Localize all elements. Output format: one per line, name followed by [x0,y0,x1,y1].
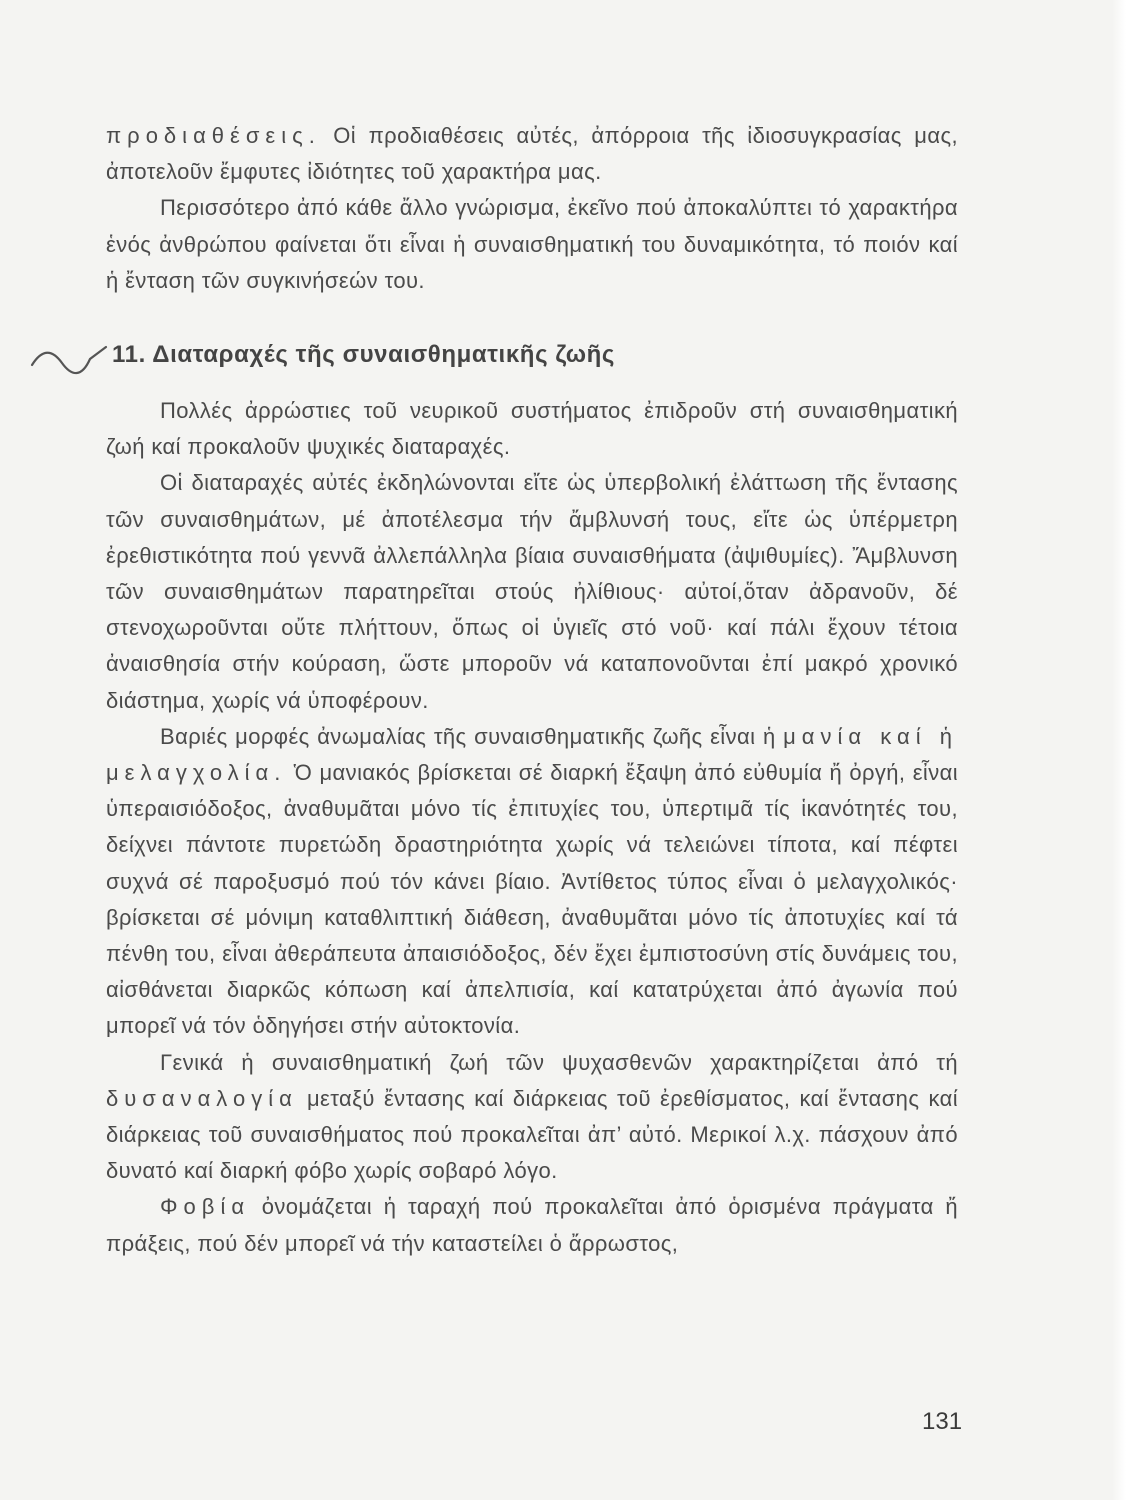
spaced-term: μανία καί ἡ μελαγχολία. [106,723,958,786]
paragraph-text: Γενικά ἡ συναισθηματική ζωή τῶν ψυχασθενῶν χαρακτηρίζεται ἀπό τή [160,1049,958,1075]
paragraph-text: μεταξύ ἔντασης καί διάρκειας τοῦ ἐρεθίσματος, καί ἔντασης καί διάρκειας τοῦ συναισθήματος πού προκαλεῖται ἀπ’ αὐτό. Μερικοί λ.χ. πάσχουν ἀπό δυνατό καί διαρκή φόβο χωρίς σοβαρό λόγο. [106,1085,958,1184]
page-edge-shadow [1112,0,1126,1500]
spaced-term: Φοβία [160,1194,251,1220]
paragraph [106,719,958,1045]
paragraph [106,1189,958,1261]
paragraph [106,1045,958,1190]
paragraph-text: Οἱ διαταραχές αὐτές ἐκδηλώνονται εἴτε ὡς ὑπερβολική ἐλάττωση τῆς ἔντασης τῶν συναισθημάτων, μέ ἀποτέλεσμα τήν ἄμβλυνσή τους, εἴτε ὡς ὑπέρμετρη ἐρεθιστικότητα πού γεννᾶ ἀλλεπάλληλα βίαια συναισθήματα (ἀψιθυμίες). Ἄμβλυνση τῶν συναισθημάτων παρατηρεῖται στούς ἠλίθιους· αὐτοί,ὅταν ἀδρανοῦν, δέ στενοχωροῦνται οὔτε πλήττουν, ὅπως οἱ ὑγιεῖς στό νοῦ· καί πάλι ἔχουν τέτοια ἀναισθησία στήν κούραση, ὥστε μποροῦν νά καταπονοῦνται ἐπί μακρό χρονικό διάστημα, χωρίς νά ὑποφέρουν. [106,470,958,713]
paragraph-text: Βαριές μορφές ἀνωμαλίας τῆς συναισθηματικῆς ζωῆς εἶναι ἡ [160,723,784,749]
paragraph [106,465,958,718]
paragraph-text: Περισσότερο ἀπό κάθε ἄλλο γνώρισμα, ἐκεῖνο πού ἀποκαλύπτει τό χαρακτήρα ἑνός ἀνθρώπου φαίνεται ὅτι εἶναι ἡ συναισθηματική του δυναμικότητα, τό ποιόν καί ἡ ἔνταση τῶν συγκινήσεών του. [106,195,958,293]
handwritten-squiggle-mark-icon [30,345,120,377]
paragraph-text: ὀνομάζεται ἡ ταραχή πού προκαλεῖται ἀπό ὁρισμένα πράγματα ἤ πράξεις, πού δέν μπορεῖ νά τήν καταστείλει ὁ ἄρρωστος, [106,1194,958,1256]
paragraph [106,393,958,465]
paragraph-text: Ὁ μανιακός βρίσκεται σέ διαρκή ἔξαψη ἀπό εὐθυμία ἤ ὀργή, εἶναι ὑπεραισιόδοξος, ἀναθυμᾶται μόνο τίς ἐπιτυχίες του, ὑπερτιμᾶ τίς ἱκανότητές του, δείχνει πάντοτε πυρετώδη δραστηριότητα χωρίς νά τελειώνει τίποτα, καί πέφτει συχνά σέ παροξυσμό πού τόν κάνει βίαιο. Ἀντίθετος τύπος εἶναι ὁ μελαγχολικός· βρίσκεται σέ μόνιμη καταθλιπτική διάθεση, ἀναθυμᾶται μόνο τίς ἀποτυχίες καί τά πένθη του, εἶναι ἀθεράπευτα ἀπαισιόδοξος, δέν ἔχει ἐμπιστοσύνη στίς δυνάμεις του, αἰσθάνεται διαρκῶς κόπωση καί ἀπελπισία, καί κατατρύχεται ἀπό ἀγωνία πού μπορεῖ νά τόν ὁδηγήσει στήν αὐτοκτονία. [106,760,958,1039]
spaced-term: δυσαναλογία [106,1085,298,1111]
paragraph-text: Οἱ προδιαθέσεις αὐτές, ἀπόρροια τῆς ἰδιοσυγκρασίας μας, ἀποτελοῦν ἔμφυτες ἰδιότητες τοῦ χαρακτήρα μας. [106,123,958,185]
paragraph [106,190,958,299]
section-heading-row [106,339,958,383]
page-content [106,118,958,1262]
page-number: 131 [922,1408,963,1435]
spaced-term: προδιαθέσεις. [106,123,321,148]
paragraph-text: Πολλές ἀρρώστιες τοῦ νευρικοῦ συστήματος ἐπιδροῦν στή συναισθηματική ζωή καί προκαλοῦν ψυχικές διαταραχές. [106,398,958,460]
section-heading: 11. Διαταραχές τῆς συναισθηματικῆς ζωῆς [112,341,615,369]
paragraph-continuation [106,118,958,190]
